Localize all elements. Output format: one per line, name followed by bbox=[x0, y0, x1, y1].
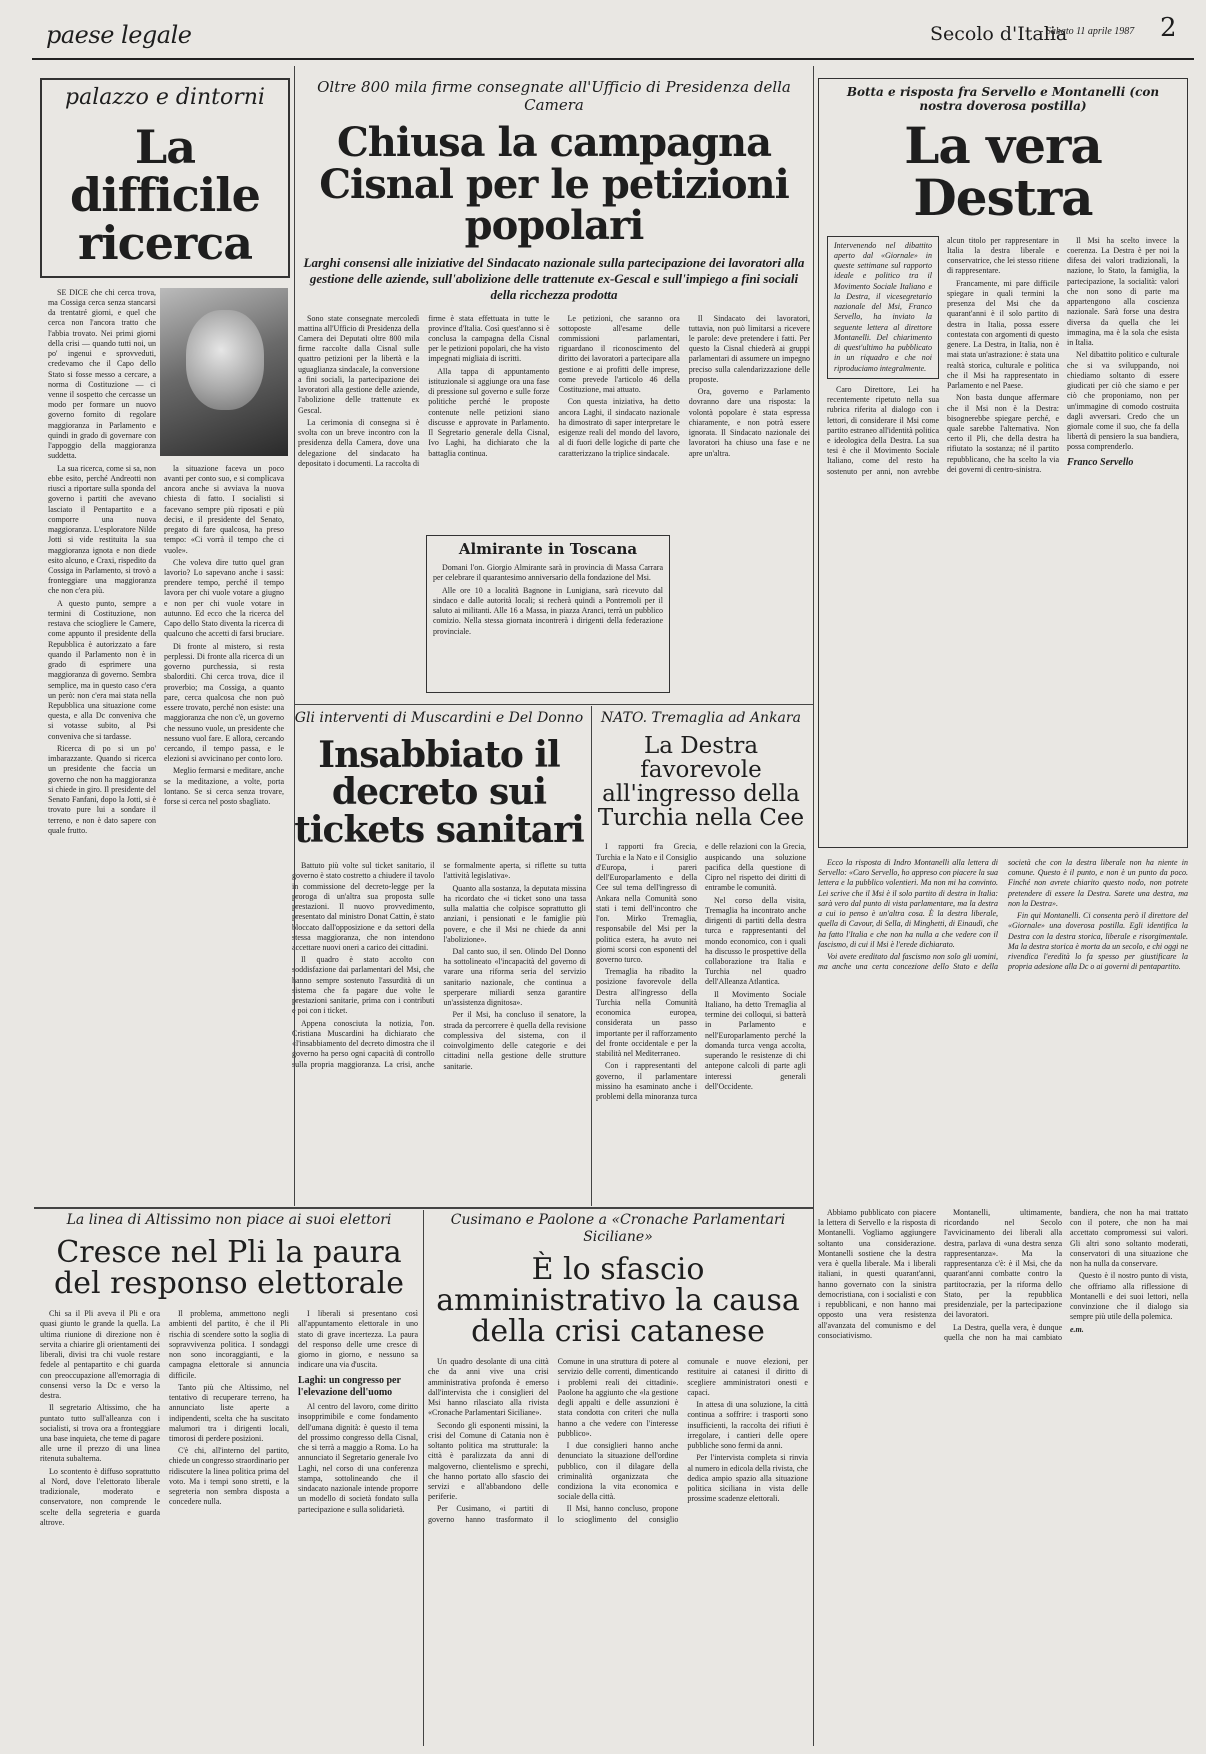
paragraph: Domani l'on. Giorgio Almirante sarà in provincia di Massa Carrara per celebrare il quarantesimo anniversario della fondazione del Msi. bbox=[433, 563, 663, 583]
catania-article bbox=[428, 1212, 808, 1747]
almirante-box bbox=[426, 535, 670, 693]
destra-body bbox=[827, 236, 1179, 896]
paragraph: Nel dibattito politico e culturale che si va sviluppando, noi chiediamo soltanto di essere giudicati per ciò che siamo e per ciò che proponiamo, non per un'immagine di comodo costruita dagli avversari. Credo che un giornale come il suo, che fa della libertà di pensiero la sua bandiera, possa comprenderlo. bbox=[1067, 350, 1179, 452]
paragraph: Caro Direttore, Lei ha recentemente ripetuto nella sua rubrica riferita al dialogo con i lettori, di considerare il Msi come partito estraneo all'identità politica e ideologica della Destra. La sua tesi è che il Movimento Sociale Italiano, come del resto ha sostenuto per anni, non avrebbe alcun titolo per rappresentare in Italia la destra liberale e conservatrice, che lei stesso ritiene di rappresentare. bbox=[827, 235, 1059, 476]
paragraph: Alla tappa di appuntamento istituzionale si aggiunge ora una fase di pressione sul governo e sulle forze politiche perché le proposte contenute nelle petizioni siano discusse e approvate in Parlamento. Il Segretario generale della Cisnal, Ivo Laghi, ha dichiarato che la battaglia continua. bbox=[428, 366, 550, 458]
paragraph: Ricerca di po si un po' imbarazzante. Quando si ricerca un presidente che faccia un governo che non ha maggioranza si chiede in giro. Il presidente del Senato Fanfani, dopo la Jotti, si è trovato pure lui a sondare il terreno, e non è dato sapere con quale frutto. bbox=[48, 743, 156, 835]
destra-kicker: Botta e risposta fra Servello e Montanelli (con nostra doverosa postilla) bbox=[846, 85, 1160, 114]
paragraph: Il Msi ha scelto invece la coerenza. La Destra è per noi la difesa dei valori tradizionali, la nazione, lo Stato, la famiglia, la partecipazione, la socialità: valori che non sono di parte ma appartengono alla coscienza nazionale. Sarà forse una destra diversa da quella che lei immagina, ma è la sola che esista in Italia. bbox=[1067, 235, 1179, 348]
page-number: 2 bbox=[1160, 13, 1177, 43]
masthead-rule bbox=[32, 58, 1194, 60]
destra-end-mark: e.m. bbox=[1070, 1324, 1084, 1334]
paragraph: In attesa di una soluzione, la città continua a soffrire: i trasporti sono insufficienti, la raccolta dei rifiuti è irregolare, i cantieri delle opere pubbliche sono fermi da anni. bbox=[687, 1400, 808, 1451]
destra-headline: La vera Destra bbox=[904, 115, 1102, 227]
section-title: paese legale bbox=[46, 21, 192, 49]
paragraph: A questo punto, sempre a termini di Costituzione, non restava che sciogliere le Camere, come appunto il presidente della Repubblica è autorizzato a fare quando il Parlamento non è in grado di esprimere una maggioranza di governo. Sembra semplice, ma in questo caso c'era un però: non c'era mai stata nella Repubblica una situazione come questa, e alla Dc conveniva che si votasse subito, al Psi conveniva che si tardasse. bbox=[48, 598, 156, 741]
paragraph: Fin qui Montanelli. Ci consenta però il direttore del «Giornale» una doverosa postilla. Egli identifica la Destra con la destra storica, liberale e risorgimentale. Ma la destra storica è morta da un secolo, e chi oggi ne rivendica l'eredità lo fa spesso per giustificare la propria adesione alla Dc o ai governi di pentapartito. bbox=[1008, 911, 1188, 972]
paragraph: Montanelli, ultimamente, ricordando nel Secolo l'avvicinamento dei liberali alla destra, parlava di «una destra senza rappresentanza». Ma la rappresentanza c'è: è il Msi, che da quarant'anni combatte contro la partitocrazia, per la riforma dello Stato, per la repubblica presidenziale, per la partecipazione dei lavoratori. bbox=[944, 1208, 1062, 1320]
paper-name: Secolo d'Italia bbox=[930, 23, 1068, 45]
tickets-headline: Insabbiato il decreto sui tickets sanitari bbox=[294, 733, 584, 851]
paragraph: C'è chi, all'interno del partito, chiede un congresso straordinario per ridiscutere la linea politica prima del voto. Ma i tempi sono stretti, e la segreteria non sembra disposta a concedere nulla. bbox=[169, 1446, 289, 1507]
turchia-headline: La Destra favorevole all'ingresso della Turchia nella Cee bbox=[597, 732, 805, 831]
tickets-body bbox=[292, 861, 586, 1200]
section-rule bbox=[34, 1207, 813, 1209]
paragraph: Tanto più che Altissimo, nel tentativo di recuperare terreno, ha annunciato liste aperte a indipendenti, scelta che ha suscitato malumori tra i dirigenti locali, timorosi di perdere posizioni. bbox=[169, 1382, 289, 1443]
paragraph: Ora, governo e Parlamento dovranno dare una risposta: la volontà popolare è stata espressa chiaramente, e non potrà essere ignorata. Il Sindacato nazionale dei lavoratori ha chiuso una fase e ne apre un'altra. bbox=[688, 387, 810, 458]
paragraph: La Destra, quella vera, è dunque quella che non ha mai cambiato bandiera, che non ha mai trattato con il potere, che non ha mai accettato compromessi sui valori. Gli altri sono soltanto moderati, conservatori di una situazione che non ha nulla da conservare. bbox=[944, 1208, 1188, 1342]
paragraph: Il Sindacato dei lavoratori, tuttavia, non può limitarsi a ricevere le parole: deve pretendere i fatti. Per questo la Cisnal chiederà ai gruppi parlamentari di assumere un impegno preciso sulla calendarizzazione delle proposte. bbox=[688, 313, 810, 384]
paragraph: Questo è il nostro punto di vista, che offriamo alla riflessione di Montanelli e dei suoi lettori, nella convinzione che il dialogo sia sempre più utile della polemica. bbox=[1070, 1271, 1188, 1322]
column-rule bbox=[423, 1210, 424, 1746]
almirante-body bbox=[433, 563, 663, 639]
palazzo-column bbox=[40, 78, 290, 1203]
paragraph: Meglio fermarsi e meditare, anche se la meditazione, a volte, porta lontano. Se si cerca senza trovare, forse si cerca nel posto sbagliato. bbox=[164, 766, 284, 807]
paragraph: Non basta dunque affermare che il Msi non è la Destra: bisognerebbe spiegare perché, e quale sarebbe l'alternativa. Non certo il Pli, che della destra ha rifiutato la sostanza; né il partito repubblicano, che ha scelto la via dei governi di centro-sinistra. bbox=[947, 393, 1059, 474]
paragraph: SE DICE che chi cerca trova, ma Cossiga cerca senza stancarsi da trentatré giorni, e quel che cerca non l'ancora tratto che l'abbia trovato. Nei primi giorni della crisi — quando tutti noi, un po' ingenui e sprovveduti, credevamo che il Capo dello Stato si fosse messo a cercare, a norma di Costituzione — ci venne il sospetto che cercasse un modo per formare un nuovo governo fornito di regolare maggioranza in Parlamento e quindi in grado di governare con l'appoggio della maggioranza suddetta. bbox=[48, 287, 156, 461]
paragraph: Il Movimento Sociale Italiano, ha detto Tremaglia al termine dei colloqui, si batterà in Parlamento e nell'Europarlamento perché la domanda turca venga accolta, superando le resistenze di chi antepone calcoli di parte agli interessi generali dell'Occidente. bbox=[705, 989, 806, 1091]
paragraph: Alle ore 10 a località Bagnone in Lunigiana, sarà ricevuto dal sindaco e dalle autorità locali; si recherà quindi a Pontremoli per il saluto ai militanti. Alle 16 a Massa, in piazza Aranci, terrà un pubblico comizio. Nella stessa giornata incontrerà i dirigenti della federazione provinciale. bbox=[433, 585, 663, 636]
column-rule bbox=[591, 706, 592, 1206]
catania-headline: È lo sfascio amministrativo la causa della crisi catanese bbox=[436, 1251, 800, 1349]
author-photo bbox=[160, 288, 288, 456]
paragraph: Battuto più volte sul ticket sanitario, il governo è stato costretto a chiudere il tavolo in commissione del decreto-legge per la proroga di un'altra sua proposta sulle prestazioni. Il nuovo provvedimento, presentato dal ministro Donat Cattin, è stato bloccato dall'opposizione e da settori della stessa maggioranza, che non intendono accettare nuovi oneri a carico dei cittadini. bbox=[292, 861, 435, 952]
paragraph: I rapporti fra Grecia, Turchia e la Nato e il Consiglio d'Europa, i pareri dell'Europarlamento e della Cee sul tema dell'ingresso di Ankara nella Comunità sono stati i temi dell'incontro che l'on. Mirko Tremaglia, responsabile del Msi per la politica estera, ha avuto nei giorni scorsi con esponenti del governo turco. bbox=[596, 842, 697, 964]
paragraph: la situazione faceva un poco avanti per conto suo, e si complicava ancora anche si avviava la nuova chiesta di fatto. I socialisti si facevano sempre più riposati e più decisi, e il presidente del Senato, pregato di fare qualcosa, ha preso tempo: «Ci vorrà il tempo che ci vuole». bbox=[164, 463, 284, 555]
paragraph: Per l'intervista completa si rinvia al numero in edicola della rivista, che dedica ampio spazio alla situazione politica siciliana in vista delle prossime scadenze elettorali. bbox=[687, 1453, 808, 1504]
column-rule bbox=[813, 66, 814, 1746]
paragraph: Per il Msi, ha concluso il senatore, la strada da percorrere è quella della revisione complessiva del sistema, con il coinvolgimento delle categorie e dei cittadini nella gestione delle strutture sanitarie. bbox=[443, 1010, 586, 1071]
turchia-body bbox=[596, 842, 806, 1200]
laghi-box-title: Laghi: un congresso per l'elevazione dell'uomo bbox=[298, 1374, 401, 1399]
paragraph: Lo scontento è diffuso soprattutto al Nord, dove l'elettorato liberale tradizionale, moderato e conservatore, non comprende le scelte della segreteria e guarda altrove. bbox=[40, 1466, 160, 1527]
paragraph: Con questa iniziativa, ha detto ancora Laghi, il sindacato nazionale ha dimostrato di saper interpretare le esigenze reali del mondo del lavoro, al di fuori delle logiche di parte che caratterizzano la triplice sindacale. bbox=[558, 397, 680, 458]
paragraph: Le petizioni, che saranno ora sottoposte all'esame delle commissioni parlamentari, riguardano il riconoscimento del diritto dei lavoratori a partecipare alla gestione e ai profitti delle imprese, come prevede l'articolo 46 della Costituzione, mai attuato. bbox=[558, 313, 680, 395]
paragraph: Ecco la risposta di Indro Montanelli alla lettera di Servello: «Caro Servello, ho appreso con piacere la sua lettera e la pubblico volentieri. Ma non mi ha convinto. Lei scrive che il Msi è il solo partito di destra in Italia: sarà vero dal punto di vista parlamentare, ma la destra a cui io penso è un'altra cosa. È la destra liberale, quella di Cavour, di Sella, di Minghetti, di Einaudi, che ha fatto l'Italia e che non ha nulla a che vedere con il fascismo, di cui il Msi è l'erede dichiarato. bbox=[818, 858, 998, 949]
palazzo-body bbox=[40, 276, 290, 1203]
paragraph: La sua ricerca, come si sa, non ebbe esito, perché Andreotti non riuscì a riportare sulla sponda del governo i partiti che avevano lasciato il Pentapartito e a comporre una nuova maggioranza. L'esploratore Nilde Jotti si vide restituita la sua maggioranza ignota e non diede esito alcuno, e Craxi, rispedito da Cossiga in Parlamento, si trovò a fronteggiare una maggioranza che non c'era più. bbox=[48, 463, 156, 596]
paragraph: Secondo gli esponenti missini, la crisi del Comune di Catania non è soltanto politica ma strutturale: la città è paralizzata da anni di malgoverno, clientelismo e sprechi, che hanno portato allo sfascio dei servizi e all'abbandono delle periferie. bbox=[428, 1420, 549, 1502]
petizioni-kicker: Oltre 800 mila firme consegnate all'Ufficio di Presidenza della Camera bbox=[317, 78, 791, 114]
paragraph: Un quadro desolante di una città che da anni vive una crisi amministrativa profonda è emerso dall'intervista che i consiglieri del Msi hanno rilasciato alla rivista «Cronache Parlamentari Siciliane». bbox=[428, 1357, 549, 1418]
paragraph: Il quadro è stato accolto con soddisfazione dai parlamentari del Msi, che hanno sempre sostenuto l'assurdità di un sistema che fa pagare due volte le prestazioni sanitarie, prima con i contributi e poi con i ticket. bbox=[292, 955, 435, 1016]
palazzo-text-col-b bbox=[164, 464, 284, 1203]
paragraph: Per Cusimano, «i partiti di governo hanno trasformato il Comune in una struttura di potere al servizio delle correnti, dimenticando i problemi reali dei cittadini». Paolone ha aggiunto che «la gestione degli appalti e delle assunzioni è stata condotta con criteri che nulla hanno a che vedere con l'interesse pubblico». bbox=[428, 1357, 679, 1524]
tickets-article bbox=[292, 710, 586, 1200]
turchia-kicker: NATO. Tremaglia ad Ankara bbox=[601, 710, 801, 726]
pli-body bbox=[40, 1309, 418, 1739]
petizioni-subheadline: Larghi consensi alle iniziative del Sindacato nazionale sulla partecipazione dei lavoratori alla gestione delle aziende, sull'abolizione delle trattenute ex-Gescal e sull'impiego a fini sociali della ricchezza prodotta bbox=[303, 254, 805, 303]
paragraph: Appena conosciuta la notizia, l'on. Cristiana Muscardini ha dichiarato che «l'insabbiamento del decreto dimostra che il governo ha perso ogni capacità di controllo sulla propria maggioranza. La crisi, anche se formalmente aperta, si riflette su tutta l'attività legislativa». bbox=[292, 861, 586, 1069]
destra-postilla bbox=[818, 1208, 1188, 1728]
paragraph: Con i rappresentanti del governo, il parlamentare missino ha esaminato anche i problemi della minoranza turca e delle relazioni con la Grecia, auspicando una soluzione pacifica della questione di Cipro nel rispetto dei diritti di entrambe le comunità. bbox=[596, 842, 806, 1102]
pli-headline: Cresce nel Pli la paura del responso elettorale bbox=[53, 1234, 404, 1301]
paragraph: Francamente, mi pare difficile spiegare in quali termini la presenza del Msi che da quarant'anni è il solo partito di destra in Italia, possa essere contestata con argomenti di questo genere. La Destra, in Italia, non è mai stata un'astrazione: è stata una realtà storica, culturale e politica che il Msi ha rappresentato in Parlamento e nel Paese. bbox=[947, 278, 1059, 391]
masthead bbox=[0, 0, 1206, 55]
destra-signature: Franco Servello bbox=[1067, 456, 1134, 468]
paragraph: Quanto alla sostanza, la deputata missina ha ricordato che «i ticket sono una tassa sulla malattia che colpisce soprattutto gli anziani, i pensionati e le famiglie più povere, e che il Msi ne chiede da anni l'abolizione». bbox=[443, 883, 586, 944]
paragraph: Il problema, ammettono negli ambienti del partito, è che il Pli rischia di scendere sotto la soglia di sopravvivenza politica. I sondaggi non sono incoraggianti, e la campagna elettorale si annuncia difficile. bbox=[169, 1309, 289, 1380]
palazzo-headline: La difficile ricerca bbox=[40, 116, 290, 275]
pli-article bbox=[40, 1212, 418, 1747]
section-rule bbox=[294, 704, 813, 705]
petizioni-headline: Chiusa la campagna Cisnal per le petizioni popolari bbox=[319, 119, 789, 250]
column-rule bbox=[294, 66, 295, 1206]
palazzo-text-col-a bbox=[48, 288, 156, 1203]
catania-body bbox=[428, 1357, 808, 1747]
paragraph: I liberali si presentano così all'appuntamento elettorale in uno stato di grave incertezza. La paura del responso delle urne cresce di giorno in giorno, e nessuno sa indicare una via d'uscita. bbox=[298, 1309, 418, 1370]
turchia-article bbox=[596, 710, 806, 1200]
paragraph: I due consiglieri hanno anche denunciato la situazione dell'ordine pubblico, con il dilagare della criminalità organizzata che condiziona la vita economica e sociale della città. bbox=[557, 1441, 679, 1502]
paragraph: La cerimonia di consegna si è svolta con un breve incontro con la presidenza della Camera, dove una delegazione del sindacato ha depositato i documenti. La raccolta di firme è stata effettuata in tutte le province d'Italia. Così quest'anno si è conclusa la campagna della Cisnal per le petizioni popolari, che ha visto impegnati migliaia di iscritti. bbox=[298, 313, 550, 468]
paragraph: Chi sa il Pli aveva il Pli e ora quasi giunto le grande la quella. La ultima riunione di direzione non è servita a chiarire gli orientamenti dei liberali, divisi tra chi vuole restare fedele al pentapartito e chi guarda con preoccupazione all'emorragia di consensi verso la Dc e verso la destra. bbox=[40, 1309, 160, 1401]
laghi-box-body: Al centro del lavoro, come diritto insopprimibile e come fondamento dell'umana dignità: è questo il tema del prossimo congresso della Cisnal, che si terrà a maggio a Roma. Lo ha annunciato il Segretario generale Ivo Laghi, nel corso di una conferenza stampa, sottolineando che il sindacato nazionale intende proporre un modello di società fondato sulla partecipazione e sulla solidarietà. bbox=[298, 1402, 418, 1514]
paragraph: Abbiamo pubblicato con piacere la lettera di Servello e la risposta di Montanelli. Vogliamo aggiungere soltanto una considerazione. Montanelli sostiene che la destra vera è quella liberale. Ma i liberali italiani, in questi quarant'anni, hanno governato con la sinistra democristiana, con i socialisti e con i repubblicani, e non hanno mai opposto una vera resistenza all'avanzata del comunismo e del consociativismo. bbox=[818, 1208, 936, 1340]
paragraph: Tremaglia ha ribadito la posizione favorevole della Destra all'ingresso della Turchia nella Comunità economica europea, considerata un passo importante per il rafforzamento del fronte occidentale e per la stabilità nel Mediterraneo. bbox=[596, 967, 697, 1059]
issue-date: - Sabato 11 aprile 1987 bbox=[1040, 26, 1135, 37]
rubric: palazzo e dintorni bbox=[40, 78, 290, 116]
almirante-title: Almirante in Toscana bbox=[458, 540, 638, 558]
paragraph: Di fronte al mistero, si resta perplessi. Di fronte alla ricerca di un governo purchessia, si resta sbalorditi. Chi cerca trova, dice il proverbio; ma Cossiga, a quanto pare, cerca qualcosa che non può essere trovato, perché non esiste: una maggioranza che non c'è, un governo che nessuno vuole, un presidente che nessuno vuol fare. E allora, cercando cercando, il tempo passa, e le elezioni si avvicinano per conto loro. bbox=[164, 641, 284, 764]
paragraph: Sono state consegnate mercoledì mattina all'Ufficio di Presidenza della Camera dei Deputati oltre 800 mila firme raccolte dalla Cisnal sulle quattro petizioni per la libertà e la uguaglianza sindacale, la conversione a fini sociali, la partecipazione dei lavoratori alla gestione delle aziende, l'abolizione delle trattenute ex Gescal. bbox=[298, 313, 420, 415]
tickets-kicker: Gli interventi di Muscardini e Del Donno bbox=[294, 710, 584, 726]
destra-article bbox=[818, 78, 1188, 1748]
paragraph: Il Msi, hanno concluso, propone lo scioglimento del consiglio comunale e nuove elezioni, per restituire ai catanesi il diritto di scegliere amministratori onesti e capaci. bbox=[557, 1357, 808, 1524]
catania-kicker: Cusimano e Paolone a «Cronache Parlamentari Siciliane» bbox=[450, 1212, 786, 1245]
destra-intro: Intervenendo nel dibattito aperto dal «Giornale» in queste settimane sul rapporto ideale e politico tra il Movimento Sociale Italiano e la Destra, il vicesegretario nazionale del Msi, Franco Servello, ha inviato la seguente lettera al direttore Montanelli. Del chiarimento di quest'ultimo ha pubblicato in un riquadro e che noi riproduciamo integralmente. bbox=[827, 236, 939, 379]
paragraph: Che voleva dire tutto quel gran lavorio? Lo sapevano anche i sassi: prendere tempo, perché il tempo lavora per chi vuole votare a giugno e non per chi vuole votare in autunno. Ed ecco che la ricerca del Capo dello Stato diventa la ricerca di qualcuno che accetti di farsi bruciare. bbox=[164, 557, 284, 639]
pli-kicker: La linea di Altissimo non piace ai suoi elettori bbox=[66, 1212, 392, 1228]
destra-frame bbox=[818, 78, 1188, 848]
paragraph: Nel corso della visita, Tremaglia ha incontrato anche dirigenti di partiti della destra turca e rappresentanti del mondo economico, con i quali ha discusso le prospettive della collaborazione tra Italia e Turchia nel quadro dell'Alleanza Atlantica. bbox=[705, 895, 806, 987]
paragraph: Dal canto suo, il sen. Olindo Del Donno ha sottolineato «l'incapacità del governo di varare una riforma seria del servizio sanitario nazionale, che continua a sperperare miliardi senza garantire un'assistenza dignitosa». bbox=[443, 946, 586, 1008]
paragraph: Il segretario Altissimo, che ha puntato tutto sull'alleanza con i socialisti, si trova ora a fronteggiare una base inquieta, che teme di pagare alle urne il prezzo di una linea ritenuta subalterna. bbox=[40, 1403, 160, 1464]
paragraph: Voi avete ereditato dal fascismo non solo gli uomini, ma anche una certa concezione dello Stato e della società che con la destra liberale non ha niente in comune. Questo è il punto, e non è un punto da poco. Finché non avrete chiarito questo nodo, non potrete pretendere di essere la Destra. Sarete una destra, ma non la Destra». bbox=[818, 858, 1188, 972]
montanelli-reply bbox=[818, 858, 1188, 1198]
